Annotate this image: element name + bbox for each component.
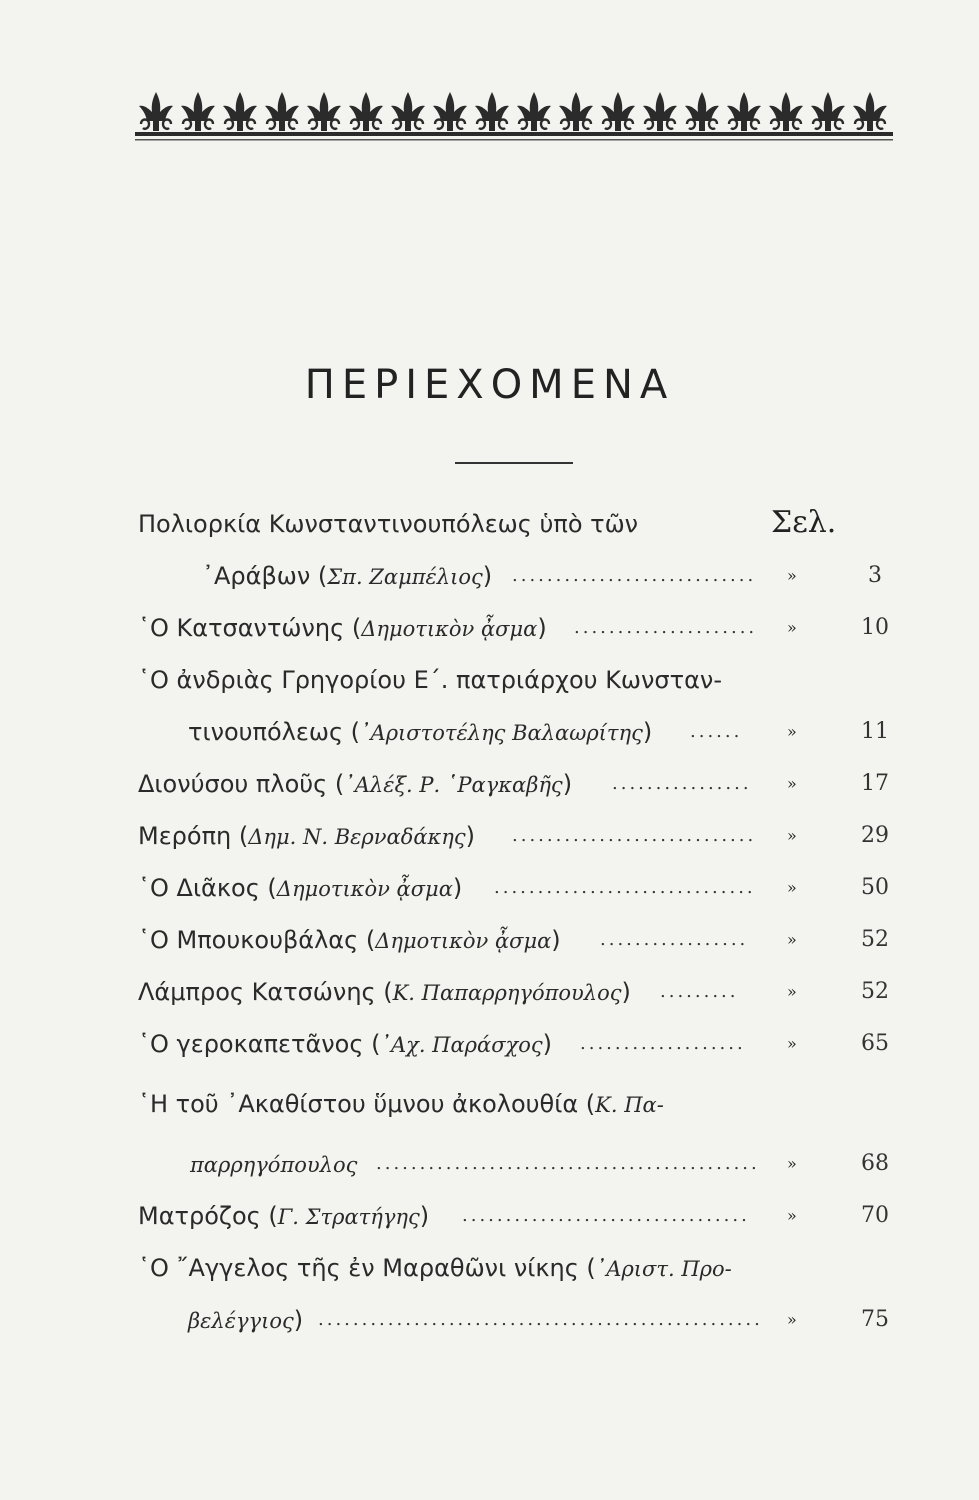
ditto-mark: » — [787, 722, 797, 741]
toc-entry-4 — [0, 764, 979, 804]
entry-paren: ) — [465, 822, 476, 850]
toc-entry-10-line2 — [0, 1144, 979, 1184]
leader-dots: ............................................ — [376, 1153, 760, 1174]
entry-paren: ) — [419, 1202, 430, 1230]
entry-paren: ) — [621, 978, 631, 1006]
entry-title: ῾Ο ἀνδριὰς Γρηγορίου Ε΄. πατριάρχου Κωνσταν- — [138, 666, 722, 694]
toc-entry-2 — [0, 608, 979, 648]
entry-author: ᾿Αριστοτέλης Βαλαωρίτης — [360, 721, 643, 745]
entry-title: Διονύσου πλοῦς ( — [138, 770, 345, 798]
toc-entry-9 — [0, 1024, 979, 1064]
entry-author: Σπ. Ζαμπέλιος — [327, 565, 483, 589]
page-number: 65 — [861, 1031, 889, 1056]
page-title: ΠΕΡΙΕΧΟΜΕΝΑ — [304, 362, 675, 408]
page-number: 68 — [861, 1151, 889, 1176]
leader-dots: ................ — [612, 773, 752, 794]
entry-author: Δημοτικὸν ᾆσμα — [361, 617, 538, 641]
page-number: 3 — [868, 563, 882, 588]
toc-entry-5 — [0, 816, 979, 856]
leader-dots: ............................ — [512, 565, 757, 586]
entry-author: Κ. Πα- — [595, 1093, 664, 1117]
entry-title: Μερόπη ( — [138, 822, 249, 850]
title-rule — [455, 462, 573, 464]
entry-author: Κ. Παπαρρηγόπουλος — [392, 981, 622, 1005]
page-column-header: Σελ. — [771, 505, 837, 540]
leader-dots: ..................... — [574, 617, 758, 638]
page-number: 75 — [861, 1307, 889, 1332]
leader-dots: ................................. — [462, 1205, 750, 1226]
toc-entry-3-line1 — [0, 660, 979, 700]
entry-author: Δημοτικὸν ᾆσμα — [276, 877, 453, 901]
ditto-mark: » — [787, 930, 797, 949]
entry-title: ῾Η τοῦ ᾿Ακαθίστου ὕμνου ἀκολουθία ( — [138, 1090, 596, 1118]
leader-dots: ...... — [690, 721, 743, 742]
entry-author-cont: παρρηγόπουλος — [190, 1153, 358, 1177]
entry-paren: ) — [562, 770, 573, 798]
ditto-mark: » — [787, 826, 797, 845]
toc-entry-6 — [0, 868, 979, 908]
toc-entry-11 — [0, 1196, 979, 1236]
page-number: 70 — [861, 1203, 889, 1228]
ditto-mark: » — [787, 1154, 797, 1173]
entry-paren: ) — [452, 874, 463, 902]
leader-dots: ............................ — [512, 825, 757, 846]
entry-paren: ) — [551, 926, 561, 954]
ditto-mark: » — [787, 1034, 797, 1053]
page-number: 50 — [861, 875, 889, 900]
toc-entry-3-line2 — [0, 712, 979, 752]
entry-author: ᾿Αλέξ. Ρ. ῾Ραγκαβῆς — [344, 773, 563, 797]
ditto-mark: » — [787, 1310, 797, 1329]
entry-author-cont: βελέγγιος — [188, 1309, 294, 1333]
leader-dots: .............................. — [494, 877, 756, 898]
entry-title: ῾Ο Διᾶκος ( — [138, 874, 277, 902]
ditto-mark: » — [787, 878, 797, 897]
palmette-border-icon — [135, 88, 893, 150]
page-number: 11 — [861, 719, 889, 744]
page-number: 29 — [861, 823, 889, 848]
toc-entry-1-line2 — [0, 556, 979, 596]
toc-entry-7 — [0, 920, 979, 960]
entry-paren: ) — [537, 614, 547, 642]
ditto-mark: » — [787, 982, 797, 1001]
toc-entry-1-line1 — [0, 504, 979, 544]
entry-title-cont: ᾿Αράβων ( — [202, 562, 328, 590]
leader-dots: ......... — [660, 981, 739, 1002]
toc-entry-8 — [0, 972, 979, 1012]
ditto-mark: » — [787, 566, 797, 585]
leader-dots: ................. — [600, 929, 749, 950]
entry-author: ᾿Αχ. Παράσχος — [380, 1033, 543, 1057]
decorative-border — [135, 88, 893, 150]
toc-entry-12-line2 — [0, 1300, 979, 1340]
entry-title: ῾Ο Κατσαντώνης ( — [138, 614, 362, 642]
entry-paren: ) — [642, 718, 653, 746]
leader-dots: ................................................... — [318, 1309, 763, 1330]
page-number: 52 — [861, 979, 889, 1004]
entry-title: Λάμπρος Κατσώνης ( — [138, 978, 393, 1006]
page-number: 17 — [861, 771, 889, 796]
entry-title: Ματρόζος ( — [138, 1202, 278, 1230]
entry-title-cont: τινουπόλεως ( — [188, 718, 361, 746]
entry-author: ᾿Αριστ. Προ- — [595, 1257, 732, 1281]
page-number: 10 — [861, 615, 889, 640]
leader-dots: ................... — [580, 1033, 746, 1054]
entry-title: ῾Ο γεροκαπετᾶνος ( — [138, 1030, 381, 1058]
ditto-mark: » — [787, 1206, 797, 1225]
toc-entry-12-line1 — [0, 1248, 979, 1288]
ditto-mark: » — [787, 618, 797, 637]
entry-paren: ) — [293, 1306, 304, 1334]
entry-paren: ) — [542, 1030, 553, 1058]
entry-paren: ) — [482, 562, 493, 590]
ditto-mark: » — [787, 774, 797, 793]
toc-entry-10-line1 — [0, 1084, 979, 1124]
entry-title: ῾Ο ῎Αγγελος τῆς ἐν Μαραθῶνι νίκης ( — [138, 1254, 596, 1282]
entry-author: Γ. Στρατήγης — [277, 1205, 420, 1229]
entry-author: Δημ. Ν. Βερναδάκης — [248, 825, 466, 849]
entry-title: ῾Ο Μπουκουβάλας ( — [138, 926, 376, 954]
entry-author: Δημοτικὸν ᾆσμα — [375, 929, 552, 953]
entry-title: Πολιορκία Κωνσταντινουπόλεως ὑπὸ τῶν — [138, 510, 639, 538]
page-number: 52 — [861, 927, 889, 952]
